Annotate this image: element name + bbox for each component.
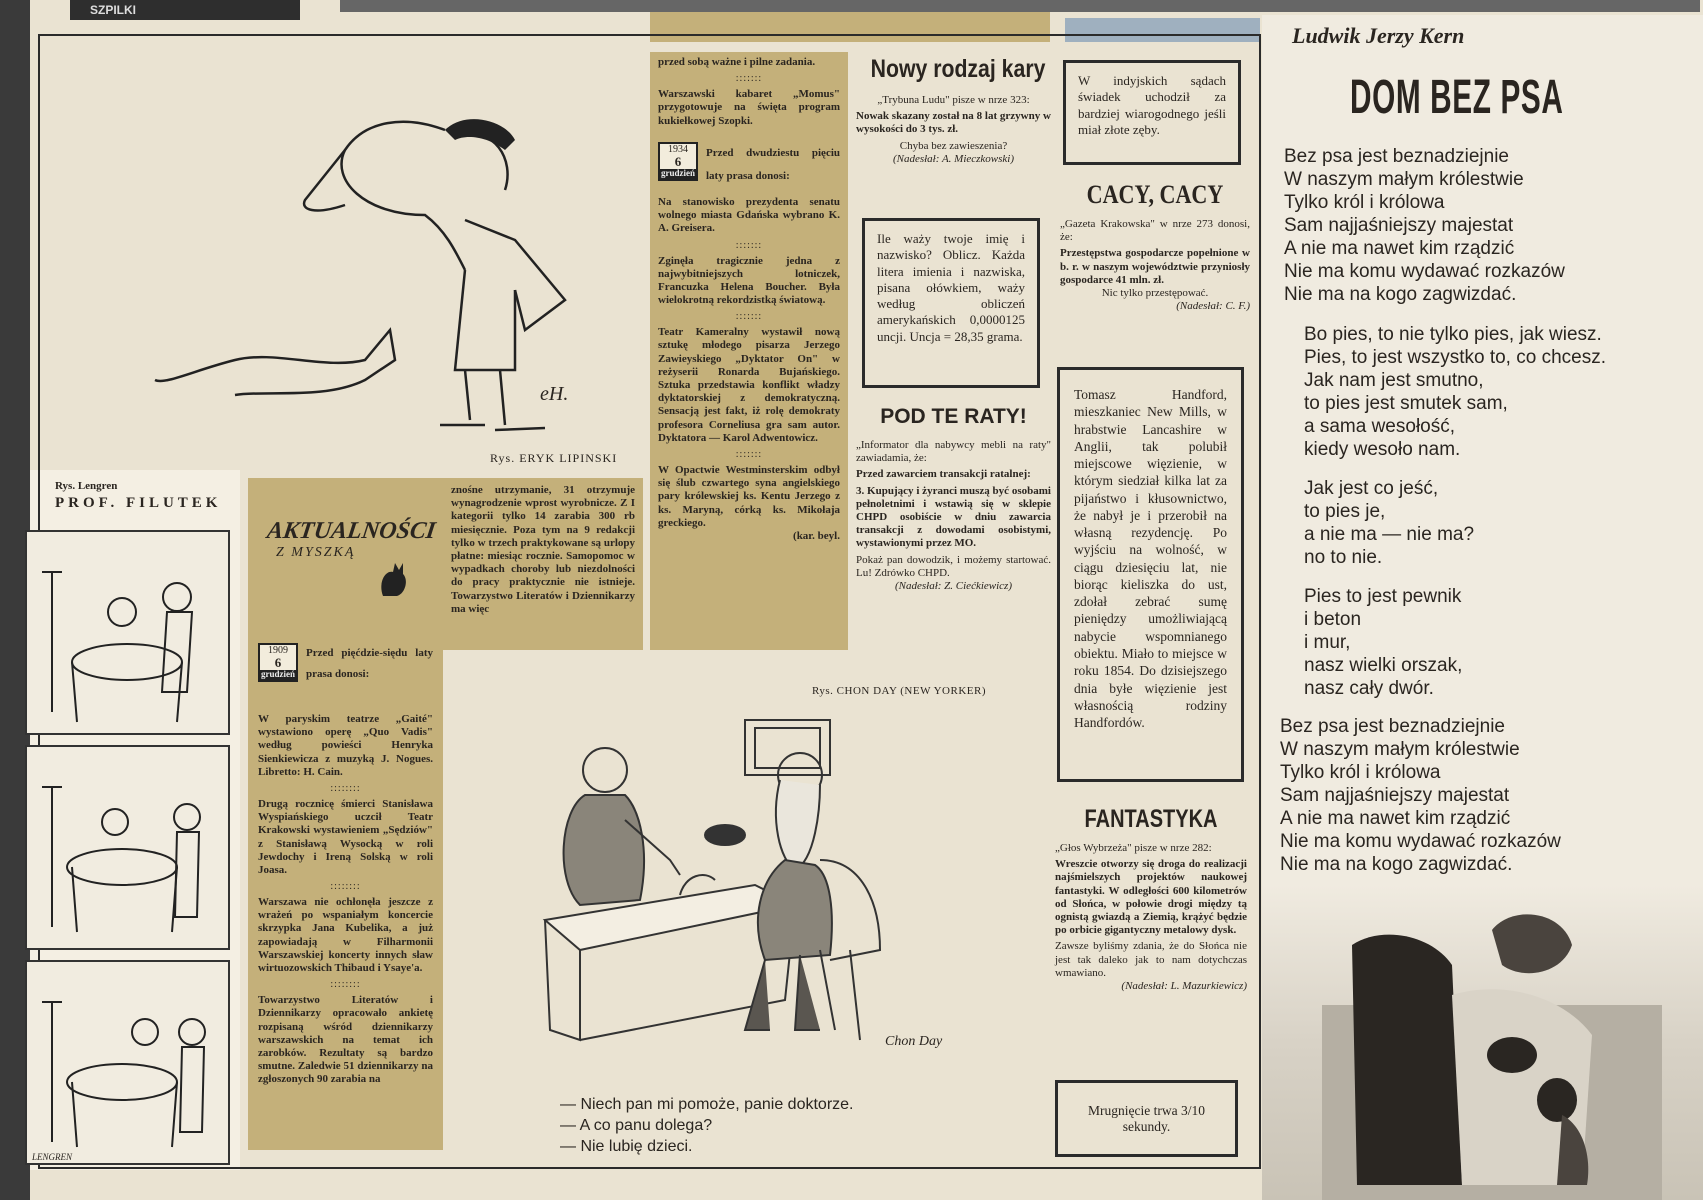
col5-k2b: Wreszcie otworzy się droga do realizacji najśmielszych projektów naukowej fantastyki. W odległości 600 kilometrów od Słońca, w połowie drogi między tą ognistą gwiazdą a Ziemią, krążyć będzie po orbicie gigantyczny metalowy dysk.: [1055, 858, 1247, 937]
separator: :::::::: [735, 311, 763, 323]
lipinski-credit: Rys. ERYK LIPINSKI: [490, 451, 618, 465]
filutek-signature: LENGREN: [32, 1152, 73, 1162]
cat-icon: [373, 558, 413, 598]
col3-item-1: Warszawski kabaret „Momus" przygotowuje na święta program kukiełkowej Szopki.: [658, 88, 840, 127]
aktualnosci-item-3: Warszawa nie ochłonęła jeszcze z wrażeń po wspaniałym koncercie skrzypka Jana Kubelika, a już zapowiadają w Filharmonii Warszawskiej koncerty innych sław wirtuozowskich Thibaud i Ysaye'a.: [258, 896, 433, 974]
heading-cacy-cacy: CACY, CACY: [1086, 180, 1224, 209]
col3-item-0: przed sobą ważne i pilne zadania.: [658, 56, 816, 68]
dog-illustration: [1262, 885, 1703, 1200]
date-badge-1934: 1934 6 grudzień: [658, 142, 698, 181]
separator: :::::::: [735, 73, 763, 85]
aktualnosci-subtitle: Z MYSZKĄ: [276, 545, 356, 560]
poem-stanza-2: Bo pies, to nie tylko pies, jak wiesz. Pies, to jest wszystko to, co chcesz. Jak nam jest smutno, to pies jest smutek sam, a sama wesołość, kiedy wesoło nam.: [1304, 324, 1606, 460]
col3-intro: Przed dwudziestu pięciu laty prasa donosi:: [706, 146, 840, 182]
caption-line-3: — Nie lubię dzieci.: [560, 1137, 693, 1155]
col4-k1b: Nowak skazany został na 8 lat grzywny w wysokości do 3 tys. zł.: [856, 110, 1051, 136]
col4-k2a: „Informator dla nabywcy mebli na raty" zawiadamia, że:: [856, 439, 1051, 465]
aktualnosci-item-5: znośne utrzymanie, 31 otrzymuje wynagrodzenie wprost wyrobnicze. Z I kategorii tylko 14 zarabia 300 rb miesięcznie. Poza tym na 9 redakcji tylko w trzech praktykowane są urlopy płatne: miesiąc rocznie. Samopomoc w wypadkach choroby lub niezdolności do pracy praktycznie nie istnieje. Towarzystwo Literatów i Dziennikarzy ma więc: [451, 484, 635, 615]
heading-nowy-rodzaj-kary: Nowy rodzaj kary: [870, 55, 1046, 83]
caption-line-1: — Niech pan mi pomoże, panie doktorze.: [560, 1096, 854, 1113]
aktualnosci-title: AKTUALNOŚCI: [265, 518, 438, 544]
col3-item-3: Zginęła tragicznie jedna z najwybitniejszych lotniczek, Francuzka Helena Boucher. Była wielokrotną rekordzistką światową.: [658, 254, 840, 307]
col5-k2d: (Nadesłał: L. Mazurkiewicz): [1121, 979, 1247, 992]
heading-fantastyka: FANTASTYKA: [1084, 805, 1218, 833]
col4-k1c: Chyba bez zawieszenia?: [899, 139, 1008, 152]
chonday-signature: Chon Day: [885, 1034, 943, 1049]
separator: ::::::::: [330, 782, 361, 794]
chonday-caption: [560, 1095, 853, 1157]
poem-stanza-1: Bez psa jest beznadziejnie W naszym małym królestwie Tylko król i królowa Sam najjaśniejszy majestat A nie ma nawet kim rządzić Nie ma komu wydawać rozkazów Nie ma na kogo zagwizdać.: [1284, 146, 1565, 305]
column-5a: [1060, 180, 1250, 313]
filutek-panel-1: [25, 530, 230, 735]
col5-k1c: Nic tylko przestępować.: [1101, 286, 1209, 299]
filutek-credit: Rys. Lengren: [55, 480, 118, 492]
col5-k1d: (Nadesłał: C. F.): [1176, 300, 1250, 313]
chonday-cartoon: [530, 700, 960, 1090]
poem-author: Ludwik Jerzy Kern: [1292, 23, 1465, 48]
poem-stanza-4: Pies to jest pewnik i beton i mur, nasz wielki orszak, nasz cały dwór.: [1304, 586, 1463, 699]
col4-k2c: 3. Kupujący i żyranci muszą być osobami pełnoletnimi i wstawią się w sklepie CHPD osobiście w dniu zawarcia transakcji z dowodami osobistymi, wystawionymi przez MO.: [856, 484, 1051, 550]
dog-photo: [1262, 885, 1703, 1200]
filutek-panel-3: [25, 960, 230, 1165]
poem-stanza-3: Jak jest co jeść, to pies je, a nie ma — nie ma? no to nie.: [1304, 478, 1475, 568]
col3-item-5: W Opactwie Westminsterskim odbył się ślub czwartego syna angielskiego pary królewskiej ks. Kentu Jerzego z ks. Maryną, córką ks. Mikołaja greckiego.: [658, 463, 840, 529]
col3-item-2: Na stanowisko prezydenta senatu wolnego miasta Gdańska wybrano K. A. Greisera.: [658, 195, 840, 235]
top-edge: [340, 0, 1700, 12]
col5-k2c: Zawsze byliśmy zdania, że do Słońca nie jest tak daleko jak to nam dotychczas wmawiano.: [1055, 940, 1247, 979]
aktualnosci-date-block: [258, 643, 433, 685]
aktualnosci-item-4: Towarzystwo Literatów i Dziennikarzy opracowało ankietę rozpisaną wśród dziennikarzy warszawskich na temat ich zarobków. Rezultaty są bardzo smutne. Zaledwie 51 dziennikarzy na zgłoszonych 90 zarabia na: [258, 994, 433, 1086]
filutek-title: PROF. FILUTEK: [55, 495, 222, 511]
separator: :::::::: [735, 239, 763, 251]
column-5b: [1055, 805, 1247, 993]
col3-item-4: Teatr Kameralny wystawił nową sztukę młodego pisarza Jerzego Zawieyskiego „Dyktator On" w reżyserii Ronarda Bujańskiego. Sztuka przedstawia konflikt władzy dyktatorskiej z demokratyczną. Sensacją jest fakt, iż rolę demokraty profesora Corneliusa gra sam autor. Dyktatora — Karol Adwentowicz.: [658, 326, 840, 444]
heading-pod-te-raty: POD TE RATY!: [880, 405, 1027, 428]
poem-title: DOM BEZ PSA: [1350, 71, 1564, 124]
column-4: [856, 55, 1051, 166]
box-handford: Tomasz Handford, mieszkaniec New Mills, w hrabstwie Lancashire w Anglii, tak polubił miejscowe więzienie, w którym siedział kilka lat za pijaństwo i kłusownictwo, że nabył je i przerobił na własną rezydencję. Po wyjściu na wolność, w ciągu dziesięciu lat, nie biorąc kieliszka do ust, zdołał zebrać sumę pieniędzy umożliwiającą nabycie wspomnianego obiektu. Miało to miejsce w roku 1854. Do dzisiejszego dnia byłe więzienie jest własnością rodziny Handfordów.: [1057, 367, 1244, 782]
poem-page: [1262, 15, 1703, 1200]
header-strip: SZPILKI: [70, 0, 300, 20]
poem-stanza-5: Bez psa jest beznadziejnie W naszym małym królestwie Tylko król i królowa Sam najjaśniejszy majestat A nie ma nawet kim rządzić Nie ma komu wydawać rozkazów Nie ma na kogo zagwizdać.: [1280, 716, 1561, 875]
aktualnosci-item-1: W paryskim teatrze „Gaité" wystawiono operę „Quo Vadis" według powieści Henryka Sienkiewicza z muzyką J. Nogues. Libretto: H. Cain.: [258, 713, 433, 778]
col4-k1a: „Trybuna Ludu" pisze w nrze 323:: [877, 94, 1030, 106]
aktualnosci-column: [248, 478, 443, 1150]
date-badge-1909: 1909 6 grudzień: [258, 643, 298, 682]
separator: ::::::::: [330, 881, 361, 893]
filutek-panel-2: [25, 745, 230, 950]
chonday-credit: Rys. CHON DAY (NEW YORKER): [812, 685, 986, 697]
lipinski-signature: eH.: [540, 383, 569, 405]
aktualnosci-continuation: [443, 478, 643, 650]
box-mrugniecie: Mrugnięcie trwa 3/10 sekundy.: [1055, 1080, 1238, 1157]
col5-k1b: Przestępstwa gospodarcze popełnione w b. r. w naszym województwie przyniosły gospodarce 41 mln. zł.: [1060, 247, 1250, 286]
col4-k2d: Pokaż pan dowodzik, i możemy startować. Lu! Zdrówko CHPD.: [856, 553, 1051, 579]
box-indyjskie-sady: W indyjskich sądach świadek uchodził za bardziej wiarogodnego jeśli miał złote zęby.: [1063, 60, 1241, 165]
col3-signature: (kar. beyl.: [793, 529, 840, 542]
caption-line-2: — A co panu dolega?: [560, 1116, 713, 1134]
col4-k2e: (Nadesłał: Z. Ciećkiewicz): [894, 579, 1012, 592]
col4-k2b: Przed zawarciem transakcji ratalnej:: [856, 468, 1031, 481]
box-ile-wazy: Ile waży twoje imię i nazwisko? Oblicz. Każda litera imienia i nazwiska, pisana ołówkiem, waży według obliczeń amerykańskich 0,0000125 uncji. Uncja = 28,35 grama.: [862, 218, 1040, 388]
aktualnosci-intro: Przed pięćdzie-siędu laty prasa donosi:: [306, 647, 433, 680]
chonday-drawing: [530, 700, 960, 1090]
separator: :::::::: [735, 448, 763, 460]
column-4b: [856, 405, 1051, 593]
aktualnosci-item-2: Drugą rocznicę śmierci Stanisława Wyspiańskiego uczcił Teatr Krakowski wystawieniem „Sędziów" z Stanisławą Wysocką w roli Jewdochy i Ireną Solską w roli Joasa.: [258, 797, 433, 876]
col5-k2a: „Głos Wybrzeża" pisze w nrze 282:: [1055, 842, 1212, 854]
col5-k1a: „Gazeta Krakowska" w nrze 273 donosi, że:: [1060, 218, 1250, 244]
column-3: [650, 52, 848, 650]
separator: ::::::::: [330, 979, 361, 991]
col4-k1d: (Nadesłał: A. Mieczkowski): [892, 152, 1015, 165]
col3-date-block: [658, 142, 840, 188]
